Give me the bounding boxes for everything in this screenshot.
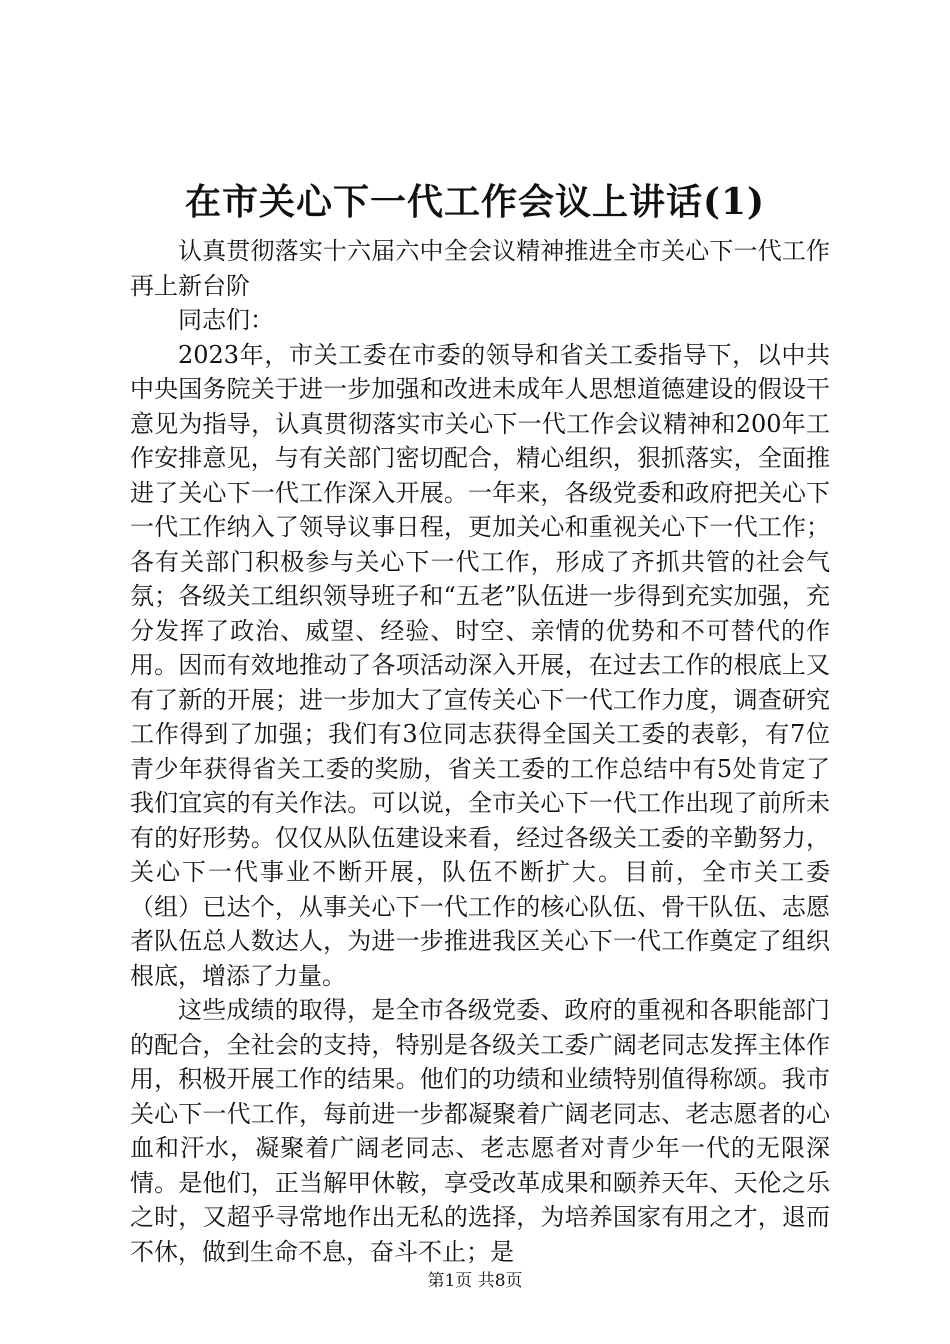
page-footer: 第1页 共8页 — [427, 1271, 523, 1291]
document-body — [130, 234, 830, 1269]
body-paragraph: 2023年，市关工委在市委的领导和省关工委指导下，以中共中央国务院关于进一步加强和改进未成年人思想道德建设的假设干意见为指导，认真贯彻落实市关心下一代工作会议精神和200年工作安排意见，与有关部门密切配合，精心组织，狠抓落实，全面推进了关心下一代工作深入开展。一年来，各级党委和政府把关心下一代工作纳入了领导议事日程，更加关心和重视关心下一代工作；各有关部门积极参与关心下一代工作，形成了齐抓共管的社会气氛；各级关工组织领导班子和“五老”队伍进一步得到充实加强，充分发挥了政治、威望、经验、时空、亲情的优势和不可替代的作用。因而有效地推动了各项活动深入开展，在过去工作的根底上又有了新的开展；进一步加大了宣传关心下一代工作力度，调查研究工作得到了加强；我们有3位同志获得全国关工委的表彰，有7位青少年获得省关工委的奖励，省关工委的工作总结中有5处肯定了我们宜宾的有关作法。可以说，全市关心下一代工作出现了前所未有的好形势。仅仅从队伍建设来看，经过各级关工委的辛勤努力，关心下一代事业不断开展，队伍不断扩大。目前，全市关工委（组）已达个，从事关心下一代工作的核心队伍、骨干队伍、志愿者队伍总人数达人，为进一步推进我区关心下一代工作奠定了组织根底，增添了力量。 — [130, 340, 830, 990]
body-paragraph: 这些成绩的取得，是全市各级党委、政府的重视和各职能部门的配合，全社会的支持，特别是各级关工委广阔老同志发挥主体作用，积极开展工作的结果。他们的功绩和业绩特别值得称颂。我市关心下一代工作，每前进一步都凝聚着广阔老同志、老志愿者的心血和汗水，凝聚着广阔老同志、老志愿者对青少年一代的无限深情。是他们，正当解甲休鞍，享受改革成果和颐养天年、天伦之乐之时，又超乎寻常地作出无私的选择，为培养国家有用之才，退而不休，做到生命不息，奋斗不止；是 — [130, 996, 830, 1266]
salutation-paragraph: 同志们： — [178, 306, 274, 334]
subtitle-paragraph: 认真贯彻落实十六届六中全会议精神推进全市关心下一代工作再上新台阶 — [130, 237, 830, 300]
document-title: 在市关心下一代工作会议上讲话(1) — [184, 181, 766, 223]
